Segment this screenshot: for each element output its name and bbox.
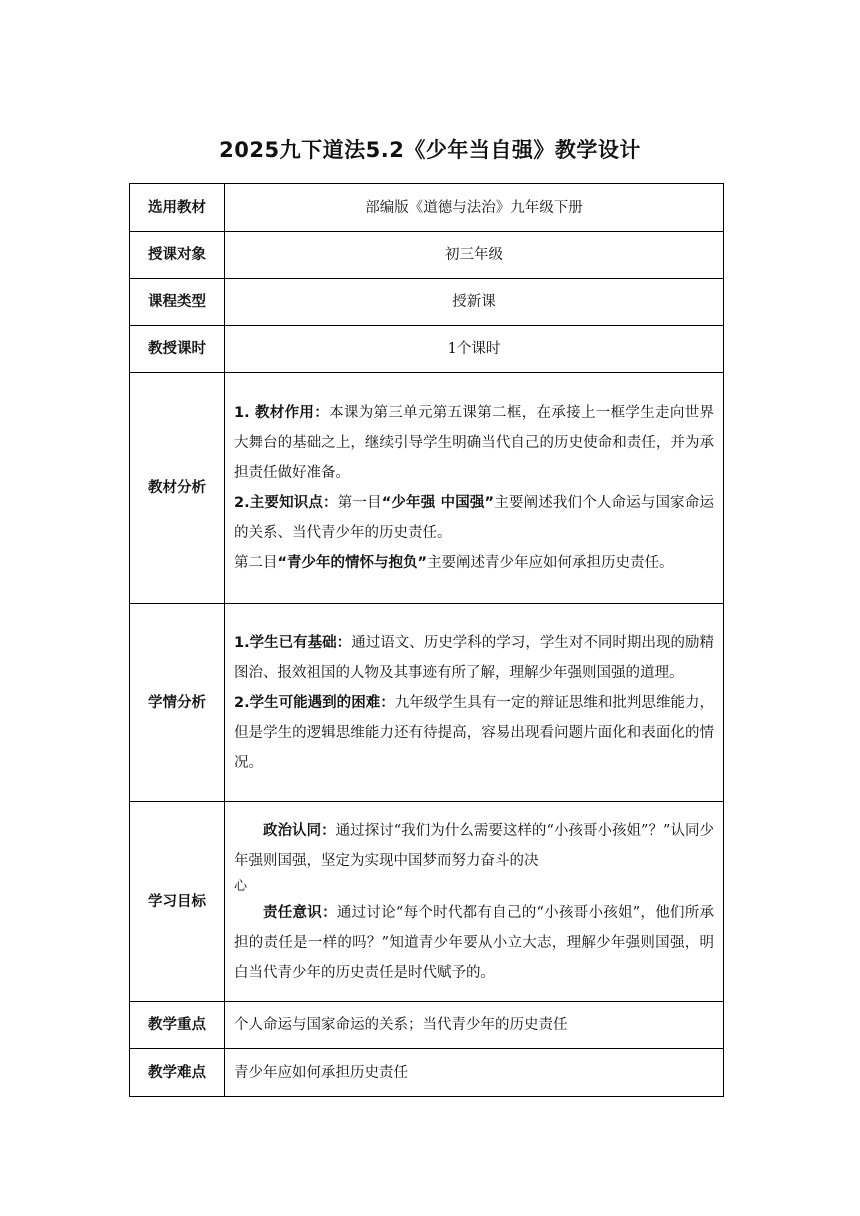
row-content: [225, 604, 724, 802]
row-label: 选用教材: [130, 184, 225, 232]
row-label: 教学重点: [130, 1002, 225, 1049]
highlight-text: “少年强 中国强”: [381, 495, 495, 511]
paragraph: [234, 398, 714, 488]
row-content: [225, 802, 724, 1002]
paragraph-text: 主要阐述我们个人命运与国家命运的关系、当代青少年的历史责任。: [234, 495, 714, 541]
row-value: 1个课时: [225, 326, 724, 373]
paragraph: [234, 816, 714, 876]
row-label: 课程类型: [130, 279, 225, 326]
paragraph: [234, 548, 714, 578]
paragraph-text: 主要阐述青少年应如何承担历史责任。: [427, 555, 674, 571]
table-row: [130, 373, 724, 604]
paragraph-heading: 2.主要知识点：: [234, 495, 338, 511]
paragraph-text: 第二目: [234, 555, 278, 571]
row-label: 学习目标: [130, 802, 225, 1002]
table-row: [130, 184, 724, 232]
highlight-text: “青少年的情怀与抱负”: [277, 555, 428, 571]
table-row: [130, 279, 724, 326]
paragraph-text: 通过探讨“我们为什么需要这样的“小孩哥小孩姐”？”认同少年强则国强，坚定为实现中国梦而努力奋斗的决: [234, 822, 715, 869]
table-row: [130, 802, 724, 1002]
paragraph-text: 第一目: [337, 495, 382, 511]
row-value: 初三年级: [225, 232, 724, 279]
row-value: 个人命运与国家命运的关系；当代青少年的历史责任: [225, 1002, 724, 1049]
table-row: [130, 1002, 724, 1049]
paragraph-text: 九年级学生具有一定的辩证思维和批判思维能力，但是学生的逻辑思维能力还有待提高，容易出现看问题片面化和表面化的情况。: [234, 694, 714, 771]
row-value: 青少年应如何承担历史责任: [225, 1049, 724, 1097]
row-label: 教材分析: [130, 373, 225, 604]
lesson-plan-table: [129, 183, 724, 1097]
row-value: 授新课: [225, 279, 724, 326]
row-label: 授课对象: [130, 232, 225, 279]
paragraph: [234, 898, 714, 988]
table-row: [130, 232, 724, 279]
row-label: 学情分析: [130, 604, 225, 802]
row-label: 教学难点: [130, 1049, 225, 1097]
paragraph-tail: 心: [234, 878, 248, 894]
row-content: [225, 373, 724, 604]
paragraph: [234, 488, 714, 548]
paragraph-text: 通过语文、历史学科的学习，学生对不同时期出现的励精图治、报效祖国的人物及其事迹有所了解，理解少年强则国强的道理。: [234, 634, 714, 681]
row-label: 教授课时: [130, 326, 225, 373]
table-row: [130, 1049, 724, 1097]
paragraph-heading: 1. 教材作用：: [234, 405, 330, 421]
row-value: 部编版《道德与法治》九年级下册: [225, 184, 724, 232]
paragraph-heading: 1.学生已有基础：: [234, 634, 352, 651]
table-row: [130, 326, 724, 373]
paragraph-heading: 政治认同：: [263, 822, 336, 839]
paragraph: [234, 688, 714, 778]
page-title: 2025九下道法5.2《少年当自强》教学设计: [219, 138, 641, 162]
paragraph-heading: 2.学生可能遇到的困难：: [234, 694, 395, 711]
paragraph: [234, 628, 714, 688]
table-row: [130, 604, 724, 802]
paragraph-text: 通过讨论“每个时代都有自己的“小孩哥小孩姐”，他们所承担的责任是一样的吗？”知道青少年要从小立大志，理解少年强则国强，明白当代青少年的历史责任是时代赋予的。: [234, 904, 714, 981]
paragraph-heading: 责任意识：: [263, 904, 337, 921]
paragraph-text: 本课为第三单元第五课第二框，在承接上一框学生走向世界大舞台的基础之上，继续引导学生明确当代自己的历史使命和责任，并为承担责任做好准备。: [234, 405, 714, 481]
